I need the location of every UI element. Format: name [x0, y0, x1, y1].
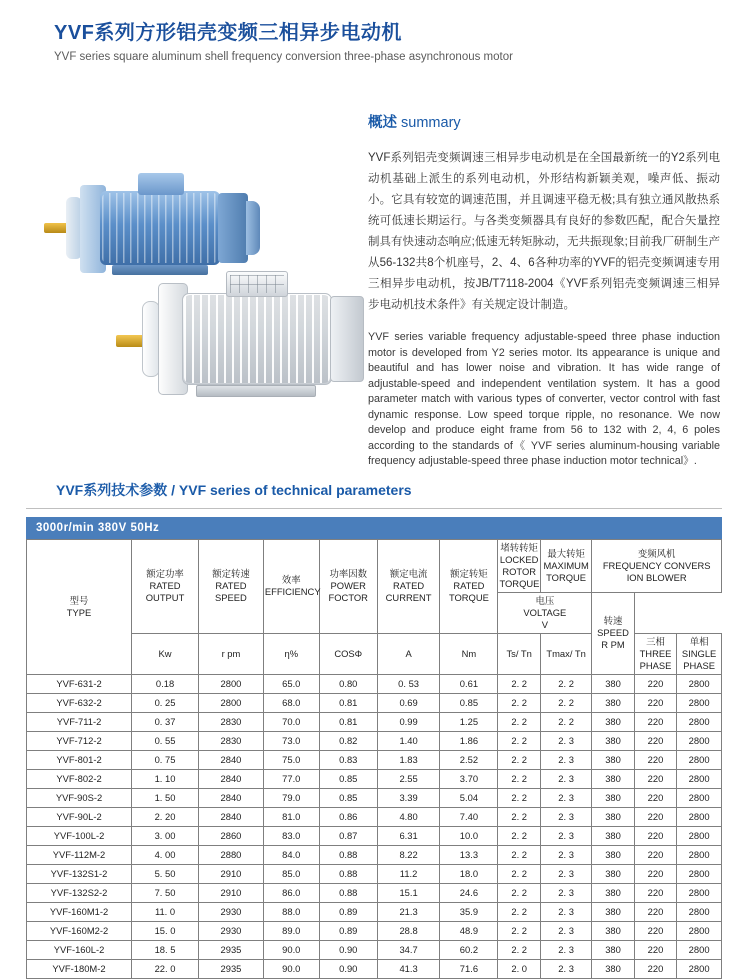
unit-efficiency: η%: [263, 633, 319, 674]
cell-type: YVF-802-2: [27, 769, 132, 788]
motor-terminal-grid: [230, 275, 284, 293]
table-cell: 2840: [199, 769, 264, 788]
table-cell: 3.39: [377, 788, 440, 807]
table-cell: 2. 3: [540, 883, 591, 902]
header-three-phase: 三相 THREE PHASE: [634, 633, 676, 674]
table-cell: 2. 3: [540, 769, 591, 788]
table-cell: 0.83: [319, 750, 377, 769]
summary-paragraph-cn: YVF系列铝壳变频调速三相异步电动机是在全国最新统一的Y2系列电动机基础上派生的系列电动机，外形结构新颖美观，噪声低、振动小。它具有较宽的调速范围，并且调速平稳无极;具有独立通风散热系统可低速长期运行。与各类变频器具有良好的参数匹配，配合矢量控制具有快速动态响应;低速无转矩脉动，无共振现象;目前我厂研制生产从56-132共8个机座号，2、4、6各种功率的YVF的铝壳变频调速专用三相异步电动机，按JB/T7118-2004《YVF系列铝壳变频调速三相异步电动机技术条件》有关规定设计制造。: [368, 152, 720, 311]
table-cell: 0.90: [319, 959, 377, 978]
table-cell: 220: [634, 902, 676, 921]
table-cell: 380: [592, 750, 634, 769]
table-header-row-1: [27, 539, 722, 592]
page-title-cn: YVF系列方形铝壳变频三相异步电动机: [54, 22, 402, 44]
table-cell: 2935: [199, 940, 264, 959]
table-row: [27, 845, 722, 864]
table-cell: 34.7: [377, 940, 440, 959]
unit-locked-rotor-torque: Ts/ Tn: [498, 633, 540, 674]
header-voltage: 电压 VOLTAGE V: [498, 592, 592, 633]
table-cell: 380: [592, 845, 634, 864]
table-cell: 2800: [677, 788, 722, 807]
cell-type: YVF-631-2: [27, 674, 132, 693]
table-cell: 380: [592, 883, 634, 902]
table-cell: 0. 25: [132, 693, 199, 712]
summary-heading-en: summary: [401, 115, 461, 131]
header-rated-current: 额定电流 RATED CURRENT: [377, 539, 440, 633]
cell-type: YVF-112M-2: [27, 845, 132, 864]
motor-fan-housing: [330, 296, 364, 382]
table-cell: 380: [592, 712, 634, 731]
table-cell: 220: [634, 769, 676, 788]
table-cell: 220: [634, 750, 676, 769]
table-cell: 380: [592, 693, 634, 712]
unit-rated-output: Kw: [132, 633, 199, 674]
table-cell: 2. 3: [540, 845, 591, 864]
table-cell: 0.81: [319, 693, 377, 712]
table-cell: 85.0: [263, 864, 319, 883]
table-cell: 2800: [199, 674, 264, 693]
table-cell: 220: [634, 826, 676, 845]
table-cell: 1.86: [440, 731, 498, 750]
table-cell: 220: [634, 788, 676, 807]
table-cell: 0.89: [319, 902, 377, 921]
params-heading: YVF系列技术参数 / YVF series of technical parameters: [56, 481, 412, 498]
table-row: [27, 921, 722, 940]
table-cell: 3. 00: [132, 826, 199, 845]
table-cell: 2880: [199, 845, 264, 864]
header-single-phase: 单相 SINGLE PHASE: [677, 633, 722, 674]
table-cell: 380: [592, 807, 634, 826]
table-cell: 1.25: [440, 712, 498, 731]
table-cell: 0.61: [440, 674, 498, 693]
unit-rated-torque: Nm: [440, 633, 498, 674]
table-cell: 2. 3: [540, 902, 591, 921]
motor-fan-cap: [246, 201, 260, 255]
table-cell: 0.88: [319, 864, 377, 883]
table-row: [27, 902, 722, 921]
table-cell: 380: [592, 731, 634, 750]
table-row: [27, 883, 722, 902]
header-locked-rotor-torque: 堵转转矩 LOCKED ROTOR TORQUE: [498, 539, 540, 592]
table-cell: 22. 0: [132, 959, 199, 978]
summary-heading-cn: 概述: [368, 115, 397, 131]
cell-type: YVF-160M2-2: [27, 921, 132, 940]
table-cell: 0.85: [319, 769, 377, 788]
table-cell: 220: [634, 731, 676, 750]
table-cell: 2. 2: [498, 902, 540, 921]
table-cell: 2800: [677, 674, 722, 693]
table-row: [27, 712, 722, 731]
table-cell: 2. 2: [498, 674, 540, 693]
table-cell: 0.89: [319, 921, 377, 940]
table-cell: 2. 2: [498, 788, 540, 807]
divider: [26, 508, 722, 509]
table-row: [27, 674, 722, 693]
table-cell: 8.22: [377, 845, 440, 864]
table-cell: 2930: [199, 902, 264, 921]
table-row: [27, 940, 722, 959]
table-cell: 380: [592, 826, 634, 845]
table-cell: 380: [592, 674, 634, 693]
table-cell: 2. 2: [540, 693, 591, 712]
table-cell: 0. 55: [132, 731, 199, 750]
motor-feet: [112, 265, 208, 275]
table-cell: 41.3: [377, 959, 440, 978]
table-cell: 0. 75: [132, 750, 199, 769]
table-cell: 1. 10: [132, 769, 199, 788]
header-blower: 变频风机 FREQUENCY CONVERS ION BLOWER: [592, 539, 722, 592]
table-cell: 380: [592, 788, 634, 807]
table-cell: 79.0: [263, 788, 319, 807]
table-cell: 15.1: [377, 883, 440, 902]
table-cell: 2910: [199, 864, 264, 883]
table-cell: 3.70: [440, 769, 498, 788]
motor-cooling-ribs: [102, 193, 218, 263]
unit-maximum-torque: Tmax/ Tn: [540, 633, 591, 674]
motor-feet: [196, 385, 316, 397]
table-cell: 7. 50: [132, 883, 199, 902]
table-cell: 2800: [199, 693, 264, 712]
table-cell: 0.88: [319, 883, 377, 902]
table-cell: 0. 37: [132, 712, 199, 731]
table-cell: 2. 2: [498, 921, 540, 940]
cell-type: YVF-90L-2: [27, 807, 132, 826]
product-images: [30, 73, 358, 383]
table-cell: 2. 3: [540, 864, 591, 883]
table-cell: 2. 3: [540, 826, 591, 845]
table-row: [27, 959, 722, 978]
table-cell: 0.85: [319, 788, 377, 807]
table-cell: 2. 2: [498, 864, 540, 883]
table-cell: 11. 0: [132, 902, 199, 921]
table-cell: 2800: [677, 731, 722, 750]
cell-type: YVF-180M-2: [27, 959, 132, 978]
table-cell: 0.82: [319, 731, 377, 750]
table-row: [27, 826, 722, 845]
table-cell: 68.0: [263, 693, 319, 712]
table-cell: 0.69: [377, 693, 440, 712]
table-cell: 65.0: [263, 674, 319, 693]
table-cell: 0. 53: [377, 674, 440, 693]
header-rated-torque: 额定转矩 RATED TORQUE: [440, 539, 498, 633]
table-cell: 1.40: [377, 731, 440, 750]
table-cell: 0.81: [319, 712, 377, 731]
table-row: [27, 788, 722, 807]
table-cell: 11.2: [377, 864, 440, 883]
table-row: [27, 807, 722, 826]
table-cell: 2. 3: [540, 788, 591, 807]
table-cell: 2.55: [377, 769, 440, 788]
table-cell: 7.40: [440, 807, 498, 826]
header-power-factor: 功率因数 POWER FOCTOR: [319, 539, 377, 633]
cell-type: YVF-801-2: [27, 750, 132, 769]
motor-fan-housing: [218, 193, 248, 263]
table-cell: 0.85: [440, 693, 498, 712]
intro-text: [358, 73, 720, 470]
header-type: 型号 TYPE: [27, 539, 132, 674]
table-cell: 2. 2: [498, 807, 540, 826]
cell-type: YVF-100L-2: [27, 826, 132, 845]
table-cell: 15. 0: [132, 921, 199, 940]
table-cell: 220: [634, 712, 676, 731]
table-cell: 2. 2: [498, 712, 540, 731]
table-cell: 380: [592, 921, 634, 940]
table-cell: 2. 2: [498, 883, 540, 902]
table-cell: 2800: [677, 693, 722, 712]
table-cell: 35.9: [440, 902, 498, 921]
table-cell: 2860: [199, 826, 264, 845]
table-cell: 2800: [677, 940, 722, 959]
table-cell: 0.18: [132, 674, 199, 693]
cell-type: YVF-90S-2: [27, 788, 132, 807]
unit-rated-current: A: [377, 633, 440, 674]
table-cell: 10.0: [440, 826, 498, 845]
cell-type: YVF-160L-2: [27, 940, 132, 959]
table-cell: 71.6: [440, 959, 498, 978]
table-cell: 380: [592, 769, 634, 788]
table-cell: 2. 2: [498, 731, 540, 750]
table-row: [27, 769, 722, 788]
table-cell: 2935: [199, 959, 264, 978]
table-cell: 2. 2: [498, 940, 540, 959]
table-cell: 220: [634, 864, 676, 883]
table-cell: 60.2: [440, 940, 498, 959]
table-cell: 84.0: [263, 845, 319, 864]
table-cell: 2800: [677, 807, 722, 826]
table-cell: 90.0: [263, 959, 319, 978]
table-cell: 77.0: [263, 769, 319, 788]
table-cell: 2800: [677, 845, 722, 864]
table-cell: 13.3: [440, 845, 498, 864]
table-cell: 0.80: [319, 674, 377, 693]
spec-table-body: [27, 674, 722, 978]
spec-table: [26, 539, 722, 979]
table-cell: 18.0: [440, 864, 498, 883]
params-band: 3000r/min 380V 50Hz: [26, 517, 722, 539]
table-cell: 2.52: [440, 750, 498, 769]
table-cell: 2. 0: [498, 959, 540, 978]
table-cell: 2840: [199, 807, 264, 826]
header-efficiency: 效率 EFFICIENCY: [263, 539, 319, 633]
motor-cooling-ribs: [184, 295, 330, 383]
motor-terminal-box: [138, 173, 184, 195]
document-header: [0, 0, 748, 63]
table-cell: 0.86: [319, 807, 377, 826]
table-cell: 2. 2: [540, 712, 591, 731]
table-cell: 2. 2: [498, 845, 540, 864]
table-row: [27, 693, 722, 712]
table-cell: 21.3: [377, 902, 440, 921]
table-cell: 1.83: [377, 750, 440, 769]
table-cell: 2800: [677, 921, 722, 940]
header-blower-speed: 转速 SPEED R PM: [592, 592, 634, 674]
cell-type: YVF-711-2: [27, 712, 132, 731]
header-maximum-torque: 最大转矩 MAXIMUM TORQUE: [540, 539, 591, 592]
table-cell: 2. 3: [540, 731, 591, 750]
table-cell: 220: [634, 940, 676, 959]
table-cell: 220: [634, 883, 676, 902]
table-cell: 28.8: [377, 921, 440, 940]
table-cell: 83.0: [263, 826, 319, 845]
table-cell: 2800: [677, 769, 722, 788]
table-cell: 2. 2: [540, 674, 591, 693]
table-cell: 2800: [677, 826, 722, 845]
page-title-en: YVF series square aluminum shell frequency conversion three-phase asynchronous motor: [54, 51, 513, 63]
summary-paragraph-en: YVF series variable frequency adjustable-speed three phase induction motor is developed from Y2 series motor. Its appearance is unique and beautiful and has lower noise and vibration. It has wide range of adjustable-speed and independent ventilation system. It has a good parameter match with various types of converter, vector control with fast dynamic response. Low speed torque ripple, no resonance. We now develop and produce eight frame from 56 to 132 with 2, 4, 6 poles according to the standards of《 YVF series aluminum-housing variable frequency adjustable-speed three phase induction motor technical》.: [368, 331, 720, 467]
table-cell: 1. 50: [132, 788, 199, 807]
table-cell: 2910: [199, 883, 264, 902]
table-cell: 2. 3: [540, 807, 591, 826]
table-cell: 5. 50: [132, 864, 199, 883]
table-row: [27, 731, 722, 750]
table-cell: 2. 3: [540, 750, 591, 769]
table-cell: 2. 3: [540, 940, 591, 959]
table-cell: 86.0: [263, 883, 319, 902]
table-cell: 380: [592, 940, 634, 959]
table-cell: 0.87: [319, 826, 377, 845]
table-cell: 2. 20: [132, 807, 199, 826]
table-cell: 2. 2: [498, 750, 540, 769]
table-cell: 2800: [677, 883, 722, 902]
table-cell: 18. 5: [132, 940, 199, 959]
table-cell: 2800: [677, 959, 722, 978]
table-cell: 2830: [199, 712, 264, 731]
cell-type: YVF-160M1-2: [27, 902, 132, 921]
table-cell: 88.0: [263, 902, 319, 921]
cell-type: YVF-132S1-2: [27, 864, 132, 883]
table-cell: 2800: [677, 902, 722, 921]
summary-heading: [368, 111, 720, 132]
table-cell: 380: [592, 959, 634, 978]
table-cell: 220: [634, 845, 676, 864]
unit-rated-speed: r pm: [199, 633, 264, 674]
table-cell: 0.90: [319, 940, 377, 959]
cell-type: YVF-632-2: [27, 693, 132, 712]
table-cell: 2840: [199, 750, 264, 769]
table-cell: 2800: [677, 864, 722, 883]
table-cell: 4. 00: [132, 845, 199, 864]
table-cell: 2. 2: [498, 826, 540, 845]
table-cell: 2. 3: [540, 959, 591, 978]
table-cell: 380: [592, 902, 634, 921]
table-cell: 4.80: [377, 807, 440, 826]
table-cell: 220: [634, 807, 676, 826]
unit-power-factor: COSΦ: [319, 633, 377, 674]
cell-type: YVF-712-2: [27, 731, 132, 750]
table-cell: 0.99: [377, 712, 440, 731]
table-cell: 220: [634, 674, 676, 693]
table-row: [27, 864, 722, 883]
table-cell: 2. 3: [540, 921, 591, 940]
table-cell: 89.0: [263, 921, 319, 940]
table-cell: 90.0: [263, 940, 319, 959]
table-row: [27, 750, 722, 769]
table-cell: 2830: [199, 731, 264, 750]
table-cell: 75.0: [263, 750, 319, 769]
intro-section: [0, 63, 748, 470]
table-cell: 2800: [677, 712, 722, 731]
table-cell: 6.31: [377, 826, 440, 845]
table-cell: 48.9: [440, 921, 498, 940]
table-cell: 2840: [199, 788, 264, 807]
header-rated-output: 额定功率 RATED OUTPUT: [132, 539, 199, 633]
table-cell: 220: [634, 959, 676, 978]
header-rated-speed: 额定转速 RATED SPEED: [199, 539, 264, 633]
table-cell: 220: [634, 693, 676, 712]
table-cell: 2. 2: [498, 693, 540, 712]
cell-type: YVF-132S2-2: [27, 883, 132, 902]
table-cell: 2. 2: [498, 769, 540, 788]
table-cell: 2800: [677, 750, 722, 769]
table-cell: 220: [634, 921, 676, 940]
table-cell: 5.04: [440, 788, 498, 807]
table-cell: 380: [592, 864, 634, 883]
table-cell: 70.0: [263, 712, 319, 731]
table-cell: 81.0: [263, 807, 319, 826]
table-cell: 0.88: [319, 845, 377, 864]
table-cell: 2930: [199, 921, 264, 940]
table-cell: 24.6: [440, 883, 498, 902]
table-cell: 73.0: [263, 731, 319, 750]
